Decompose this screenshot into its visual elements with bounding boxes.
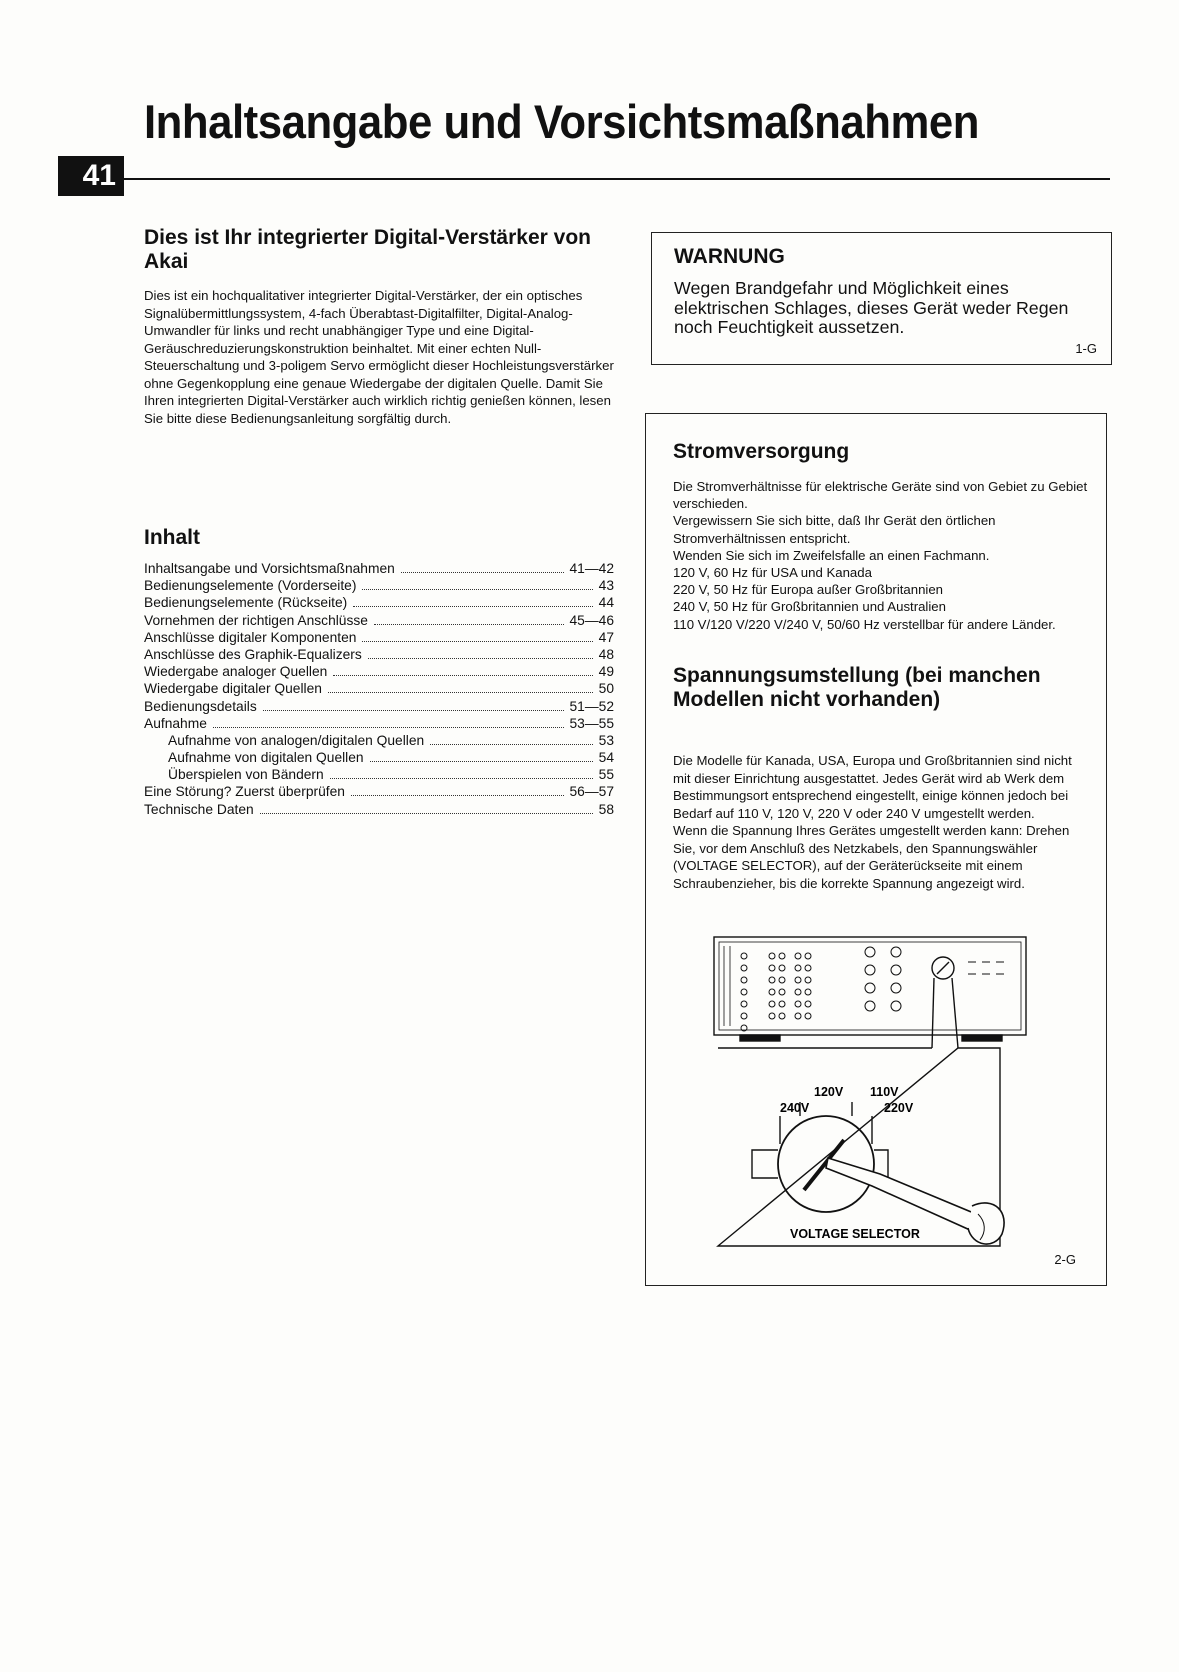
- toc-leader: [368, 658, 593, 659]
- toc-entry-title: Aufnahme von analogen/digitalen Quellen: [168, 732, 425, 748]
- toc-entry: [144, 663, 614, 680]
- toc-entry-title: Bedienungselemente (Rückseite): [144, 595, 348, 611]
- toc-entry: [144, 612, 614, 629]
- toc-entry-pages: 48: [598, 646, 614, 662]
- rear-jacks: [741, 947, 901, 1031]
- voltage-paragraph: Wenn die Spannung Ihres Gerätes umgestellt werden kann: Drehen Sie, vor dem Anschluß des Netzkabels, den Spannungswähler (VOLTAGE SELECTOR), auf der Geräterückseite mit einem Schraubenzieher, bis die korrekte Spannung angezeigt wird.: [673, 823, 1070, 891]
- toc-entry: [144, 715, 614, 732]
- title-rule: [124, 178, 1110, 180]
- toc-entry-title: Aufnahme: [144, 715, 207, 731]
- toc-leader: [401, 572, 564, 573]
- toc-entry-pages: 56—57: [569, 784, 614, 800]
- intro-heading: Dies ist Ihr integrierter Digital-Verstärker von Akai: [144, 226, 591, 273]
- screwdriver-icon: [826, 1158, 976, 1230]
- toc-entry-pages: 51—52: [569, 698, 614, 714]
- warning-text: Wegen Brandgefahr und Möglichkeit eines elektrischen Schlages, dieses Gerät weder Regen noch Feuchtigkeit aussetzen.: [674, 278, 1069, 337]
- power-text: [673, 478, 1093, 633]
- toc-entry-title: Bedienungsdetails: [144, 698, 257, 714]
- toc-entry-title: Überspielen von Bändern: [168, 767, 324, 783]
- toc-entry: [144, 560, 614, 577]
- toc-entry: [144, 629, 614, 646]
- toc-entry: [144, 577, 614, 594]
- toc-entry-title: Technische Daten: [144, 801, 254, 817]
- power-line: Wenden Sie sich im Zweifelsfalle an einen Fachmann.: [673, 547, 990, 563]
- power-code: 2-G: [1054, 1252, 1076, 1267]
- voltage-paragraph: Die Modelle für Kanada, USA, Europa und Großbritannien sind nicht mit dieser Einrichtung ausgestattet. Jedes Gerät wird ab Werk dem Bestimmungsort entsprechend eingestellt, einige können jedoch bei Bedarf auf 110 V, 120 V, 220 V oder 240 V umgestellt werden.: [673, 753, 1072, 821]
- toc-leader: [362, 641, 592, 642]
- toc-entry-title: Wiedergabe digitaler Quellen: [144, 681, 322, 697]
- label-120v: 120V: [814, 1085, 844, 1099]
- label-voltage-selector: VOLTAGE SELECTOR: [790, 1227, 920, 1241]
- warning-box: [651, 232, 1112, 365]
- toc-entry: [144, 646, 614, 663]
- toc-leader: [353, 606, 592, 607]
- toc-leader: [330, 778, 593, 779]
- toc-subentry: [144, 766, 614, 783]
- voltage-selector-diagram: [710, 934, 1030, 1259]
- power-title: Stromversorgung: [673, 440, 850, 463]
- toc-entry-pages: 53: [598, 732, 614, 748]
- toc-entry-title: Wiedergabe analoger Quellen: [144, 664, 328, 680]
- voltage-text: [673, 752, 1093, 892]
- toc-entry: [144, 801, 614, 818]
- toc-leader: [333, 675, 592, 676]
- toc-entry: [144, 594, 614, 611]
- toc-entry-pages: 50: [598, 681, 614, 697]
- toc-entry: [144, 680, 614, 697]
- toc-entry-title: Aufnahme von digitalen Quellen: [168, 750, 364, 766]
- toc-entry-pages: 44: [598, 595, 614, 611]
- toc-subentry: [144, 732, 614, 749]
- label-220v: 220V: [884, 1101, 914, 1115]
- toc-entry: [144, 698, 614, 715]
- toc-entry-pages: 49: [598, 664, 614, 680]
- label-110v: 110V: [870, 1085, 899, 1099]
- page-title: Inhaltsangabe und Vorsichtsmaßnahmen: [144, 95, 979, 148]
- power-line: 110 V/120 V/220 V/240 V, 50/60 Hz verstellbar für andere Länder.: [673, 616, 1056, 632]
- toc-leader: [362, 589, 592, 590]
- toc-entry-pages: 47: [598, 629, 614, 645]
- toc-entry-pages: 43: [598, 578, 614, 594]
- toc-leader: [213, 727, 564, 728]
- label-240v: 240V: [780, 1101, 810, 1115]
- toc-heading: Inhalt: [144, 526, 200, 549]
- toc-leader: [260, 813, 593, 814]
- rear-panel-outline: [714, 937, 1026, 1035]
- toc-entry-pages: 53—55: [569, 715, 614, 731]
- power-line: 220 V, 50 Hz für Europa außer Großbritannien: [673, 582, 944, 598]
- toc-entry-pages: 55: [598, 767, 614, 783]
- toc-leader: [370, 761, 593, 762]
- toc-entry: [144, 783, 614, 800]
- power-supply-box: [645, 413, 1107, 1286]
- toc-subentry: [144, 749, 614, 766]
- toc-entry-title: Anschlüsse des Graphik-Equalizers: [144, 646, 362, 662]
- toc-entry-pages: 41—42: [569, 561, 614, 576]
- intro-body: Dies ist ein hochqualitativer integrierter Digital-Verstärker, der ein optisches Signalübermittlungssystem, 4-fach Überabtast-Digitalfilter, Digital-Analog-Umwandler für links und recht unabhängiger Type und eine Digital-Geräuschreduzierungskonstruktion beinhaltet. Mit einer echten Null-Steuerschaltung und 3-poligem Servo ermöglicht dieser Hochleistungsverstärker ohne Gegenkopplung eine genaue Wiedergabe der digitalen Quelle. Damit Sie Ihren integrierten Digital-Verstärker auch wirklich richtig genießen können, lesen Sie bitte diese Bedienungsanleitung sorgfältig durch.: [144, 288, 614, 426]
- voltage-title: Spannungsumstellung (bei manchen Modellen nicht vorhanden): [673, 664, 1041, 711]
- power-line: Vergewissern Sie sich bitte, daß Ihr Gerät den örtlichen Stromverhältnissen entspricht.: [673, 513, 996, 546]
- warning-code: 1-G: [1075, 341, 1097, 356]
- toc-leader: [351, 795, 564, 796]
- toc-entry-title: Vornehmen der richtigen Anschlüsse: [144, 612, 368, 628]
- toc-entry-pages: 58: [598, 801, 614, 817]
- toc-entry-title: Bedienungselemente (Vorderseite): [144, 578, 357, 594]
- toc-leader: [374, 624, 564, 625]
- toc-entry-title: Inhaltsangabe und Vorsichtsmaßnahmen: [144, 561, 395, 576]
- table-of-contents: [144, 560, 614, 818]
- toc-leader: [263, 710, 564, 711]
- power-line: 120 V, 60 Hz für USA und Kanada: [673, 565, 872, 581]
- power-line: Die Stromverhältnisse für elektrische Geräte sind von Gebiet zu Gebiet verschieden.: [673, 479, 1088, 512]
- toc-entry-title: Eine Störung? Zuerst überprüfen: [144, 784, 345, 800]
- page-number-tab: 41: [58, 156, 124, 196]
- toc-entry-title: Anschlüsse digitaler Komponenten: [144, 629, 357, 645]
- warning-title: WARNUNG: [674, 245, 785, 268]
- power-line: 240 V, 50 Hz für Großbritannien und Australien: [673, 599, 946, 615]
- toc-entry-pages: 45—46: [569, 612, 614, 628]
- toc-entry-pages: 54: [598, 750, 614, 766]
- toc-leader: [430, 744, 592, 745]
- toc-leader: [328, 692, 593, 693]
